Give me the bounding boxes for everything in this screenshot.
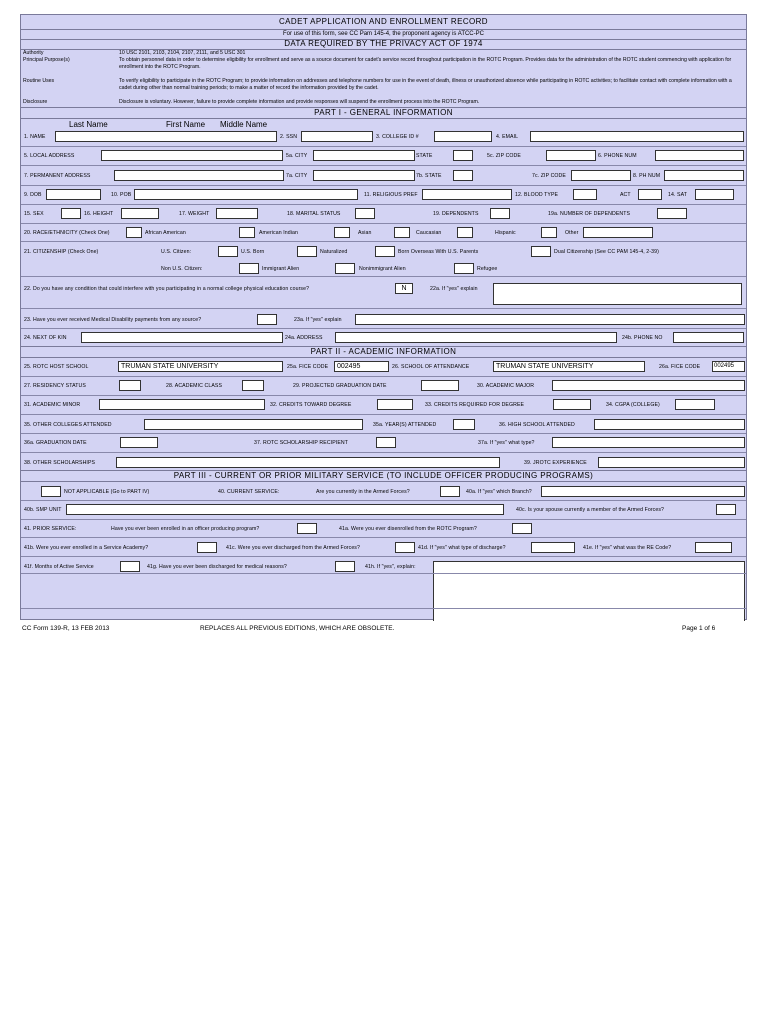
race-option-hispanic: Hispanic — [495, 230, 516, 236]
num-dependents-input[interactable] — [657, 208, 687, 219]
routine-text: To verify eligibility to participate in the ROTC Program; to provide information on addresses and telephone numbers for use in the event of death, illness or unauthorized absence while participating in ROTC activities; to facilitate contact with complete information with a cadet during other than normal training periods; to make a matter of record the information provided by the cadet. — [119, 78, 732, 91]
state-7b-label: 7b. STATE — [416, 173, 442, 179]
discharge-type-label: 41d. If "yes" what type of discharge? — [418, 545, 506, 551]
phone-8-input[interactable] — [664, 170, 744, 181]
high-school-label: 36. HIGH SCHOOL ATTENDED — [499, 422, 575, 428]
race-checkbox-other[interactable] — [541, 227, 557, 238]
zip-5c-label: 5c. ZIP CODE — [487, 153, 521, 159]
num-dependents-label: 19a. NUMBER OF DEPENDENTS — [548, 211, 631, 217]
nonimmigrant-label: Nonimmigrant Alien — [359, 266, 406, 272]
officer-program-input[interactable] — [297, 523, 317, 534]
race-option-caucasian: Caucasian — [416, 230, 442, 236]
email-label: 4. EMAIL — [496, 134, 519, 140]
nok-phone-input[interactable] — [673, 332, 744, 343]
proj-grad-label: 29. PROJECTED GRADUATION DATE — [293, 383, 387, 389]
other-scholarships-label: 38. OTHER SCHOLARSHIPS — [24, 460, 96, 466]
part1-title: PART I - GENERAL INFORMATION — [21, 107, 746, 119]
dob-label: 9. DOB — [24, 192, 42, 198]
phone-8-label: 8. PH NUM — [633, 173, 661, 179]
routine-label: Routine Uses — [23, 78, 55, 84]
marital-label: 18. MARITAL STATUS — [287, 211, 341, 217]
us-born-label: U.S. Born — [241, 249, 265, 255]
discharged-label: 41c. Were you ever discharged from the Armed Forces? — [226, 545, 360, 551]
prior-service-label: 41. PRIOR SERVICE: — [24, 526, 77, 532]
grad-date-input[interactable] — [120, 437, 158, 448]
weight-label: 17. WEIGHT — [179, 211, 210, 217]
race-other-input[interactable] — [583, 227, 653, 238]
act-label: ACT — [620, 192, 631, 198]
college-id-input[interactable] — [434, 131, 492, 142]
scholarship-label: 37. ROTC SCHOLARSHIP RECIPIENT — [254, 440, 348, 446]
next-of-kin-label: 24. NEXT OF KIN — [24, 335, 67, 341]
naturalized-label: Naturalized — [320, 249, 348, 255]
q22-answer[interactable]: N — [395, 283, 413, 294]
blood-type-label: 12. BLOOD TYPE — [515, 192, 559, 198]
host-school-label: 25. ROTC HOST SCHOOL — [24, 364, 89, 370]
which-branch-label: 40a. If "yes" which Branch? — [466, 489, 532, 495]
current-service-label: 40. CURRENT SERVICE: — [218, 489, 280, 495]
high-school-input[interactable] — [594, 419, 745, 430]
col-middle-name: Middle Name — [220, 120, 268, 129]
service-academy-input[interactable] — [197, 542, 217, 553]
zip-5c-input[interactable] — [546, 150, 596, 161]
religious-input[interactable] — [422, 189, 512, 200]
explain-41h-label: 41h. If "yes", explain: — [365, 564, 416, 570]
born-overseas-label: Born Overseas With U.S. Parents — [398, 249, 479, 255]
refugee-checkbox[interactable] — [454, 263, 474, 274]
zip-7c-label: 7c. ZIP CODE — [532, 173, 566, 179]
discharge-type-input[interactable] — [531, 542, 575, 553]
academic-class-input[interactable] — [242, 380, 264, 391]
scholarship-type-input[interactable] — [552, 437, 745, 448]
minor-input[interactable] — [99, 399, 265, 410]
major-label: 30. ACADEMIC MAJOR — [477, 383, 535, 389]
born-overseas-checkbox[interactable] — [375, 246, 395, 257]
part2-title: PART II - ACADEMIC INFORMATION — [21, 346, 746, 358]
application-form — [20, 14, 747, 620]
perm-address-label: 7. PERMANENT ADDRESS — [24, 173, 91, 179]
race-checkbox-american-indian[interactable] — [239, 227, 255, 238]
pob-label: 10. POB — [111, 192, 132, 198]
city-7a-input[interactable] — [313, 170, 415, 181]
not-applicable-checkbox[interactable] — [41, 486, 61, 497]
state-5b-input[interactable] — [453, 150, 473, 161]
height-label: 16. HEIGHT — [84, 211, 114, 217]
nok-address-input[interactable] — [335, 332, 617, 343]
race-option-american-indian: American Indian — [259, 230, 298, 236]
page-number: Page 1 of 6 — [682, 625, 716, 632]
credits-required-input[interactable] — [553, 399, 591, 410]
spouse-member-input[interactable] — [716, 504, 736, 515]
cgpa-label: 34. CGPA (COLLEGE) — [606, 402, 660, 408]
part3-title: PART III - CURRENT OR PRIOR MILITARY SERVICE (TO INCLUDE OFFICER PRODUCING PROGRAMS) — [21, 470, 746, 482]
host-school-input[interactable]: TRUMAN STATE UNIVERSITY — [118, 361, 283, 372]
phone-6-input[interactable] — [655, 150, 744, 161]
authority-text: 10 USC 2101, 2103, 2104, 2107, 2111, and 5 USC 301 — [119, 50, 246, 56]
currently-armed-input[interactable] — [440, 486, 460, 497]
re-code-label: 41e. If "yes" what was the RE Code? — [583, 545, 672, 551]
replaces-note: REPLACES ALL PREVIOUS EDITIONS, WHICH ARE OBSOLETE. — [200, 625, 395, 632]
sex-label: 15. SEX — [24, 211, 44, 217]
scholarship-type-label: 37a. If "yes" what type? — [478, 440, 535, 446]
major-input[interactable] — [552, 380, 745, 391]
credits-toward-input[interactable] — [377, 399, 413, 410]
smp-unit-input[interactable] — [66, 504, 504, 515]
local-address-input[interactable] — [101, 150, 283, 161]
residency-label: 27. RESIDENCY STATUS — [24, 383, 86, 389]
name-label: 1. NAME — [24, 134, 46, 140]
nok-phone-label: 24b. PHONE NO — [622, 335, 663, 341]
fice-26a-label: 26a. FICE CODE — [659, 364, 701, 370]
explain-41h-input[interactable] — [433, 561, 745, 621]
race-checkbox-hispanic[interactable] — [457, 227, 473, 238]
sex-input[interactable] — [61, 208, 81, 219]
purpose-text: To obtain personnel data in order to determine eligibility for enrollment and serve as a source document for cadet's service record throughout participation in the ROTC Program. Provides data for the administration of the ROTC student commencing with application for enrollment into the ROTC Program. — [119, 57, 732, 70]
cgpa-input[interactable] — [675, 399, 715, 410]
city-5a-input[interactable] — [313, 150, 415, 161]
q22a-input[interactable] — [493, 283, 742, 305]
zip-7c-input[interactable] — [571, 170, 631, 181]
ssn-label: 2. SSN — [280, 134, 298, 140]
jrotc-label: 39. JROTC EXPERIENCE — [524, 460, 587, 466]
months-active-label: 41f. Months of Active Service — [24, 564, 94, 570]
ssn-input[interactable] — [301, 131, 373, 142]
city-5a-label: 5a. CITY — [286, 153, 308, 159]
race-option-other: Other — [565, 230, 579, 236]
immigrant-checkbox[interactable] — [239, 263, 259, 274]
dependents-label: 19. DEPENDENTS — [433, 211, 479, 217]
sat-input[interactable] — [695, 189, 734, 200]
other-scholarships-input[interactable] — [116, 457, 500, 468]
residency-input[interactable] — [119, 380, 141, 391]
race-checkbox-african-american[interactable] — [126, 227, 142, 238]
nok-address-label: 24a. ADDRESS — [285, 335, 323, 341]
name-input[interactable] — [55, 131, 277, 142]
currently-armed-label: Are you currently in the Armed Forces? — [316, 489, 410, 495]
not-applicable-label: NOT APPLICABLE (Go to PART IV) — [64, 489, 150, 495]
email-input[interactable] — [530, 131, 744, 142]
privacy-act-title: DATA REQUIRED BY THE PRIVACY ACT OF 1974 — [21, 39, 746, 50]
q23a-label: 23a. If "yes" explain — [294, 317, 342, 323]
nonimmigrant-checkbox[interactable] — [335, 263, 355, 274]
attendance-label: 26. SCHOOL OF ATTENDANCE — [392, 364, 470, 370]
q23-label: 23. Have you ever received Medical Disability payments from any source? — [24, 317, 202, 323]
form-subtitle: For use of this form, see CC Pam 145-4, the proponent agency is ATCC-PC — [21, 29, 746, 40]
other-colleges-input[interactable] — [144, 419, 363, 430]
q22-label: 22. Do you have any condition that could interfere with you participating in a normal college physical education course? — [24, 286, 310, 292]
marital-input[interactable] — [355, 208, 375, 219]
authority-label: Authority — [23, 50, 44, 56]
next-of-kin-input[interactable] — [81, 332, 283, 343]
medical-discharge-input[interactable] — [335, 561, 355, 572]
minor-label: 31. ACADEMIC MINOR — [24, 402, 81, 408]
proj-grad-input[interactable] — [421, 380, 459, 391]
us-citizen-label: U.S. Citizen: — [161, 249, 192, 255]
immigrant-label: Immigrant Alien — [262, 266, 300, 272]
grad-date-label: 36a. GRADUATION DATE — [24, 440, 87, 446]
blood-type-input[interactable] — [573, 189, 597, 200]
q23-answer[interactable] — [257, 314, 277, 325]
state-7b-input[interactable] — [453, 170, 473, 181]
non-us-citizen-label: Non U.S. Citizen: — [161, 266, 203, 272]
citizenship-label: 21. CITIZENSHIP (Check One) — [24, 249, 99, 255]
service-academy-label: 41b. Were you ever enrolled in a Service Academy? — [24, 545, 149, 551]
perm-address-input[interactable] — [114, 170, 284, 181]
years-attended-input[interactable] — [453, 419, 475, 430]
which-branch-input[interactable] — [541, 486, 745, 497]
spouse-member-label: 40c. Is your spouse currently a member of the Armed Forces? — [516, 507, 665, 513]
purpose-label: Principal Purpose(s) — [23, 57, 70, 63]
height-input[interactable] — [121, 208, 159, 219]
race-option-african-american: African American — [145, 230, 186, 236]
smp-unit-label: 40b. SMP UNIT — [24, 507, 62, 513]
disenrolled-input[interactable] — [512, 523, 532, 534]
fice-26a-input[interactable]: 002495 — [712, 361, 745, 372]
us-born-checkbox[interactable] — [218, 246, 238, 257]
col-last-name: Last Name — [69, 120, 108, 129]
credits-toward-label: 32. CREDITS TOWARD DEGREE — [270, 402, 352, 408]
city-7a-label: 7a. CITY — [286, 173, 308, 179]
naturalized-checkbox[interactable] — [297, 246, 317, 257]
weight-input[interactable] — [216, 208, 258, 219]
race-checkbox-asian[interactable] — [334, 227, 350, 238]
q22a-label: 22a. If "yes" explain — [430, 286, 478, 292]
sat-label: 14. SAT — [668, 192, 688, 198]
dual-citizenship-checkbox[interactable] — [531, 246, 551, 257]
race-option-asian: Asian — [358, 230, 372, 236]
dual-citizenship-label: Dual Citizenship (See CC PAM 145-4, 2-39) — [554, 249, 659, 255]
other-colleges-label: 35. OTHER COLLEGES ATTENDED — [24, 422, 112, 428]
col-first-name: First Name — [166, 120, 206, 129]
local-address-label: 5. LOCAL ADDRESS — [24, 153, 75, 159]
refugee-label: Refugee — [477, 266, 498, 272]
q23a-input[interactable] — [355, 314, 745, 325]
disclosure-text: Disclosure is voluntary. However, failure to provide complete information and provide responses will suspend the enrollment process into the ROTC Program. — [119, 99, 480, 105]
disclosure-label: Disclosure — [23, 99, 48, 105]
form-title: CADET APPLICATION AND ENROLLMENT RECORD — [21, 15, 746, 30]
dependents-input[interactable] — [490, 208, 510, 219]
race-checkbox-caucasian[interactable] — [394, 227, 410, 238]
academic-class-label: 28. ACADEMIC CLASS — [166, 383, 222, 389]
phone-6-label: 6. PHONE NUM — [598, 153, 637, 159]
dob-input[interactable] — [46, 189, 101, 200]
form-id: CC Form 139-R, 13 FEB 2013 — [22, 625, 110, 632]
scholarship-input[interactable] — [376, 437, 396, 448]
credits-required-label: 33. CREDITS REQUIRED FOR DEGREE — [425, 402, 525, 408]
state-5b-label: STATE — [416, 153, 433, 159]
months-active-input[interactable] — [120, 561, 140, 572]
medical-discharge-label: 41g. Have you ever been discharged for medical reasons? — [147, 564, 287, 570]
race-label: 20. RACE/ETHNICITY (Check One) — [24, 230, 110, 236]
act-input[interactable] — [638, 189, 662, 200]
religious-label: 11. RELIGIOUS PREF — [364, 192, 418, 198]
fice-25a-input[interactable]: 002495 — [334, 361, 389, 372]
jrotc-input[interactable] — [598, 457, 745, 468]
officer-program-label: Have you ever been enrolled in an officer producing program? — [111, 526, 260, 532]
disenrolled-label: 41a. Were you ever disenrolled from the ROTC Program? — [339, 526, 477, 532]
attendance-input[interactable]: TRUMAN STATE UNIVERSITY — [493, 361, 645, 372]
re-code-input[interactable] — [695, 542, 732, 553]
college-id-label: 3. COLLEGE ID # — [376, 134, 419, 140]
pob-input[interactable] — [134, 189, 358, 200]
years-attended-label: 35a. YEAR(S) ATTENDED — [373, 422, 437, 428]
discharged-input[interactable] — [395, 542, 415, 553]
fice-25a-label: 25a. FICE CODE — [287, 364, 329, 370]
